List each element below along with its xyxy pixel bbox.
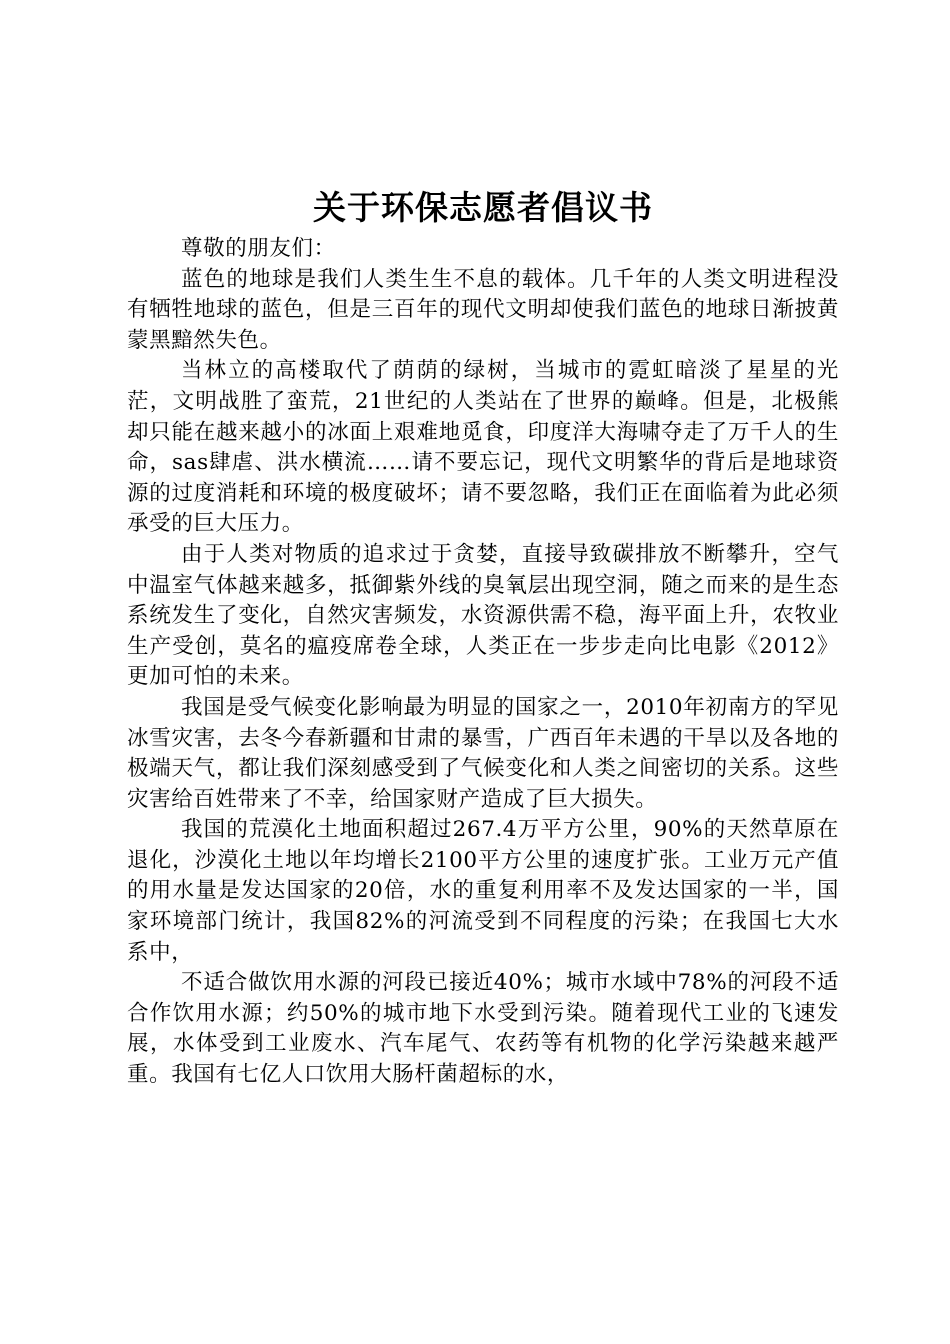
paragraph-1: 蓝色的地球是我们人类生生不息的载体。几千年的人类文明进程没有牺牲地球的蓝色，但是三百年的现代文明却使我们蓝色的地球日渐披黄蒙黑黯然失色。 xyxy=(127,266,839,353)
document-page xyxy=(127,182,839,1091)
paragraph-4: 我国是受气候变化影响最为明显的国家之一，2010年初南方的罕见冰雪灾害，去冬今春新疆和甘肃的暴雪，广西百年未遇的干旱以及各地的极端天气，都让我们深刻感受到了气候变化和人类之间密切的关系。这些灾害给百姓带来了不幸，给国家财产造成了巨大损失。 xyxy=(127,694,839,812)
paragraph-2: 当林立的高楼取代了荫荫的绿树，当城市的霓虹暗淡了星星的光茫，文明战胜了蛮荒，21世纪的人类站在了世界的巅峰。但是，北极熊却只能在越来越小的冰面上艰难地觅食，印度洋大海啸夺走了万千人的生命，sas肆虐、洪水横流……请不要忘记，现代文明繁华的背后是地球资源的过度消耗和环境的极度破坏；请不要忽略，我们正在面临着为此必须承受的巨大压力。 xyxy=(127,358,839,537)
paragraph-3: 由于人类对物质的追求过于贪婪，直接导致碳排放不断攀升，空气中温室气体越来越多，抵御紫外线的臭氧层出现空洞，随之而来的是生态系统发生了变化，自然灾害频发，水资源供需不稳，海平面上升，农牧业生产受创，莫名的瘟疫席卷全球，人类正在一步步走向比电影《2012》更加可怕的未来。 xyxy=(127,541,839,690)
paragraph-5: 我国的荒漠化土地面积超过267.4万平方公里，90%的天然草原在退化，沙漠化土地以年均增长2100平方公里的速度扩张。工业万元产值的用水量是发达国家的20倍，水的重复利用率不及发达国家的一半，国家环境部门统计，我国82%的河流受到不同程度的污染；在我国七大水系中， xyxy=(127,817,839,965)
paragraph-6: 不适合做饮用水源的河段已接近40%；城市水域中78%的河段不适合作饮用水源；约50%的城市地下水受到污染。随着现代工业的飞速发展，水体受到工业废水、汽车尾气、农药等有机物的化学污染越来越严重。我国有七亿人口饮用大肠杆菌超标的水， xyxy=(127,970,839,1088)
document-title: 关于环保志愿者倡议书 xyxy=(313,188,653,227)
salutation: 尊敬的朋友们： xyxy=(181,236,336,261)
